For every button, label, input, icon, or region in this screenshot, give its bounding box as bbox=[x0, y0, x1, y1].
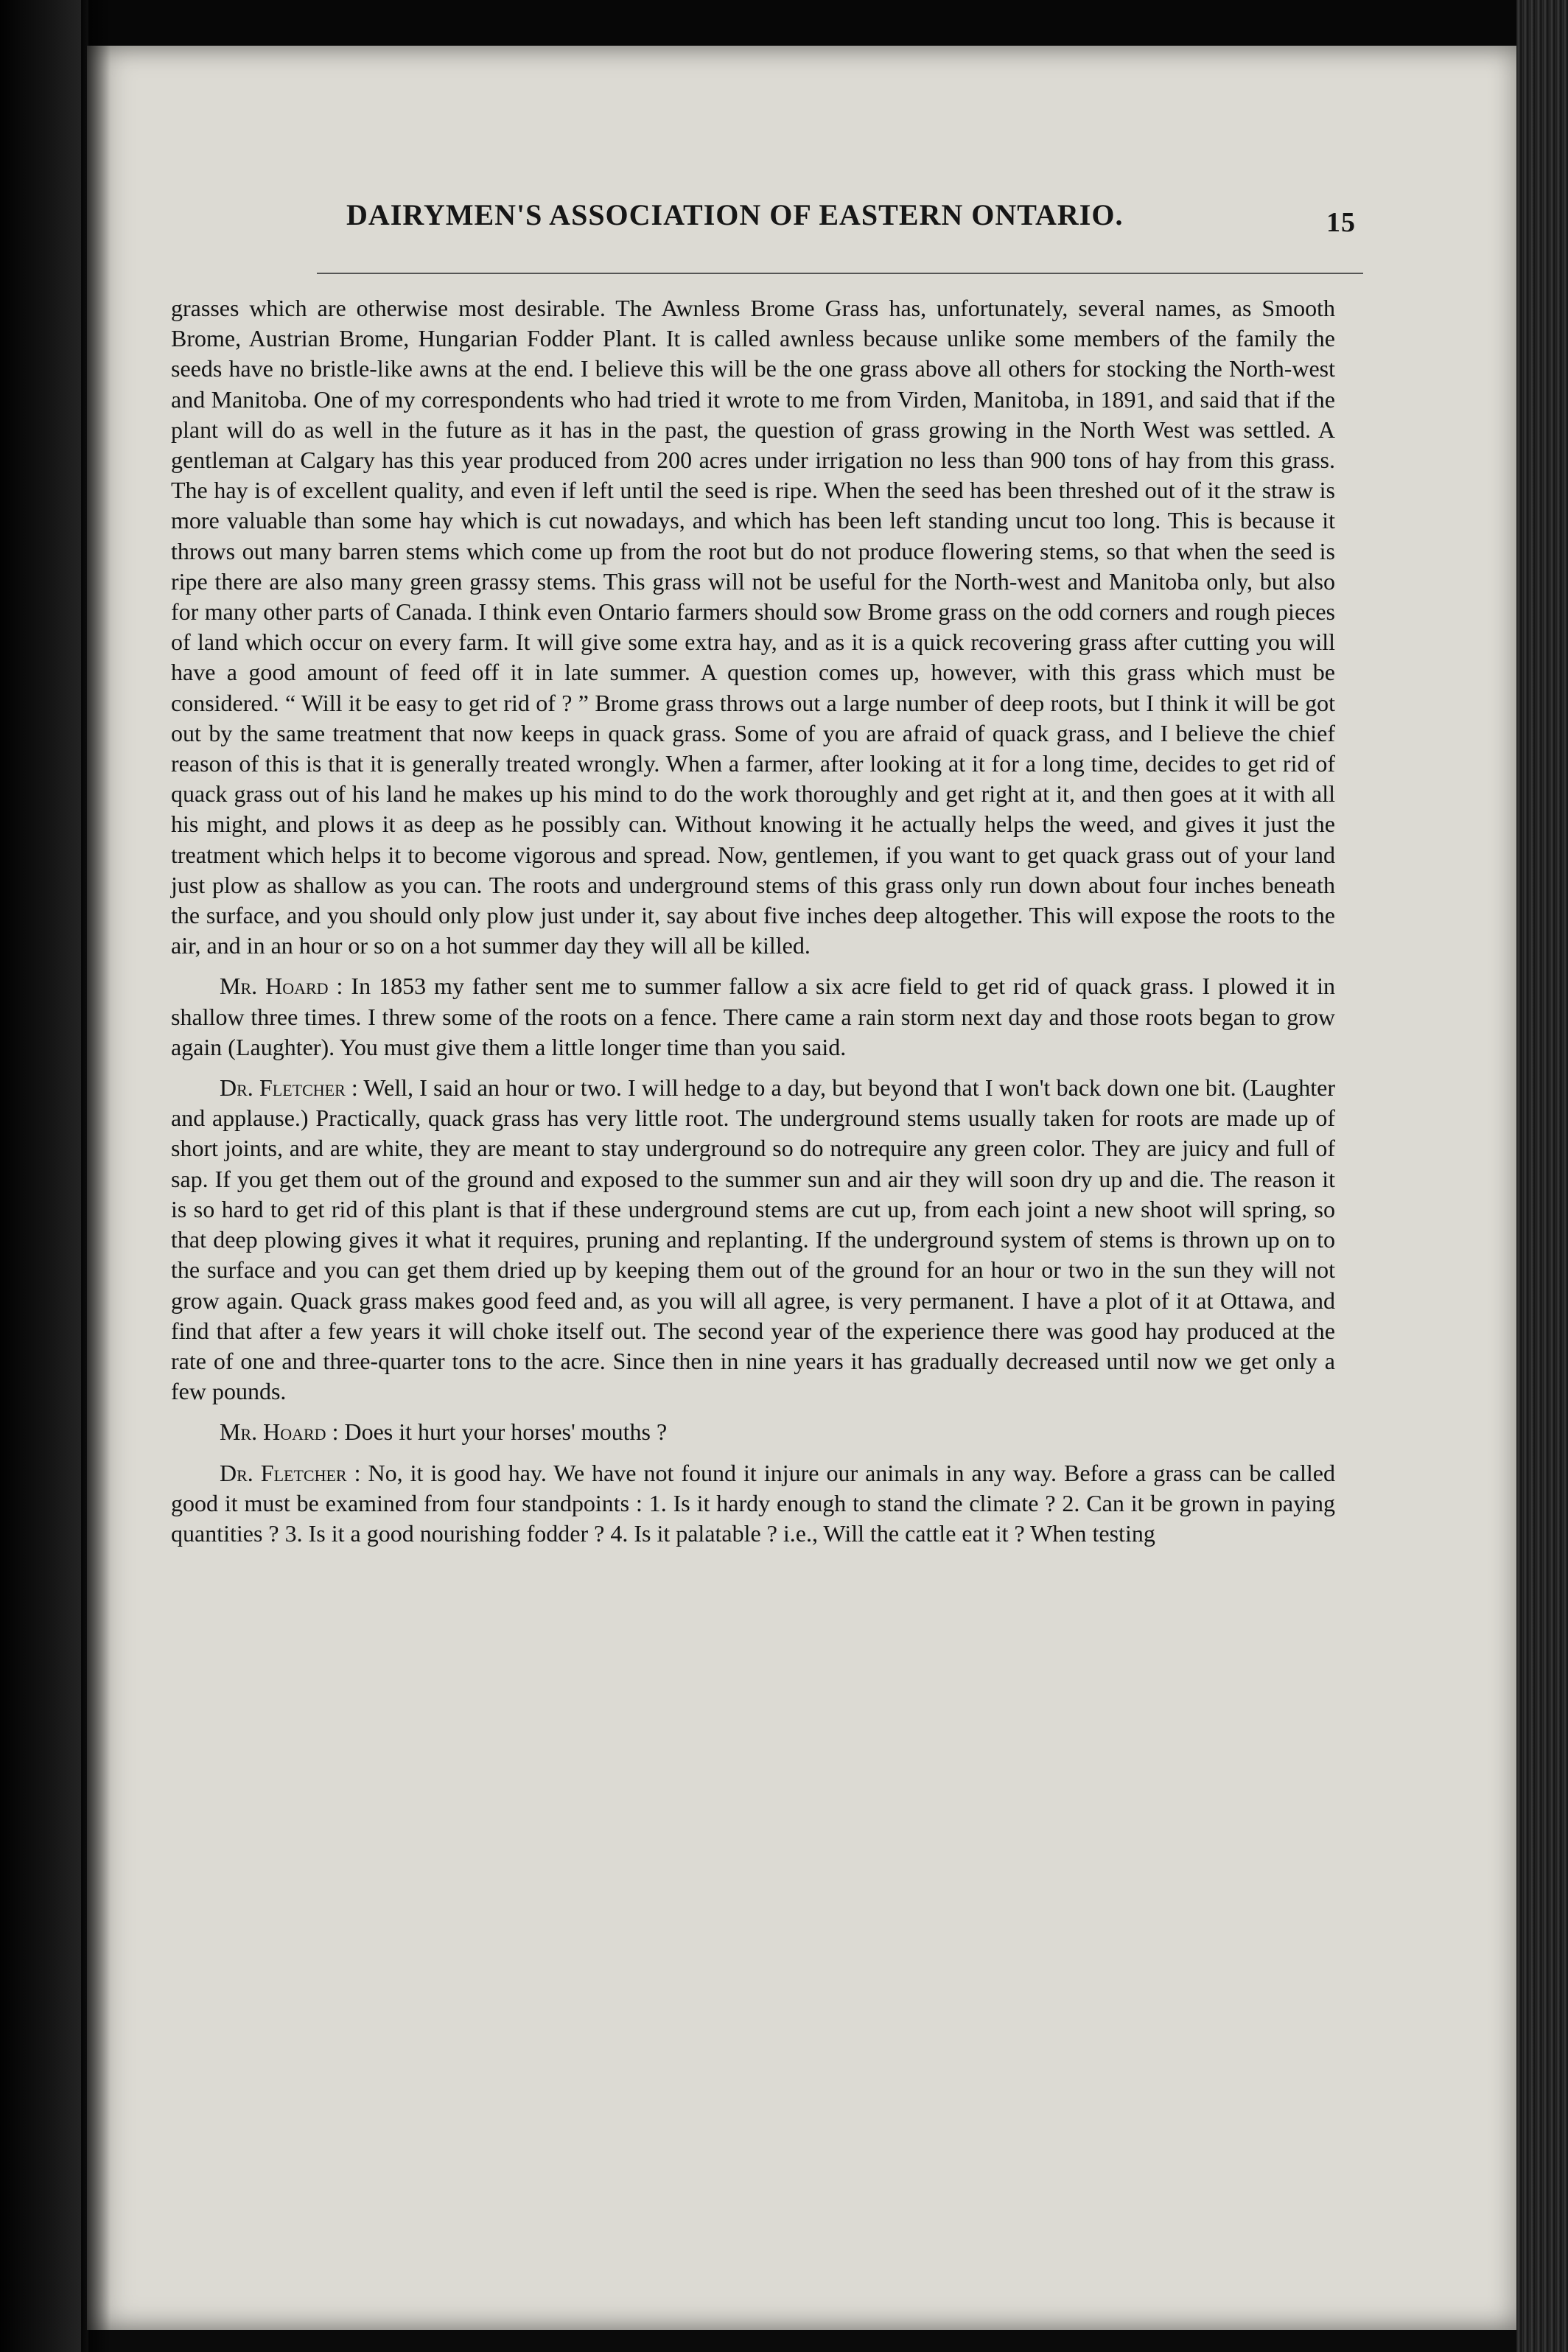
scan-left-border bbox=[0, 0, 88, 2352]
paragraph-text: No, it is good hay. We have not found it injure our animals in any way. Before a grass can be called good it must be examined from four standpoints : 1. Is it hardy enough to stand the climate ? 2. Can it be grown in paying quantities ? 3. Is it a good nourishing fodder ? 4. Is it palatable ? i.e., Will the cattle eat it ? When testing bbox=[171, 1459, 1336, 1547]
paragraph bbox=[171, 293, 1335, 961]
paragraph-text: Well, I said an hour or two. I will hedge to a day, but beyond that I won't back down one bit. (Laughter and applause.) Practically, quack grass has very little root. The underground stems usually taken for roots are made up of short joints, and are white, they are meant to stay underground so do notrequire any green color. They are juicy and full of sap. If you get them out of the ground and exposed to the summer sun and air they will soon dry up and die. The reason it is so hard to get rid of this plant is that if these underground stems are cut up, from each joint a new shoot will spring, so that deep plowing gives it what it requires, pruning and replanting. If the underground system of stems is thrown up on to the surface and you can get them dried up by keeping them out of the ground for an hour or two in the sun they will not grow again. Quack grass makes good feed and, as you will all agree, is very permanent. I have a plot of it at Ottawa, and find that after a few years it will choke itself out. The second year of the experience there was good hay produced at the rate of one and three-quarter tons to the acre. Since then in nine years it has gradually decreased until now we get only a few pounds. bbox=[171, 1074, 1335, 1405]
paragraph bbox=[171, 1073, 1335, 1407]
running-header-title: DAIRYMEN'S ASSOCIATION OF EASTERN ONTARIO. bbox=[346, 198, 1124, 231]
header-rule bbox=[317, 273, 1363, 274]
paragraph bbox=[171, 1417, 1335, 1447]
page-edge-stack bbox=[1516, 0, 1568, 2352]
body-text bbox=[171, 293, 1335, 1549]
scan-top-border bbox=[0, 0, 1568, 52]
spine-shadow bbox=[81, 0, 111, 2352]
paragraph bbox=[171, 1458, 1335, 1550]
paragraph bbox=[171, 971, 1335, 1063]
paragraph-text: In 1853 my father sent me to summer fallow a six acre field to get rid of quack grass. I plowed it in shallow three times. I threw some of the roots on a fence. There came a rain storm next day and those roots began to grow again (Laughter). You must give them a little longer time than you said. bbox=[171, 973, 1335, 1060]
speaker-label: Mr. Hoard : bbox=[220, 973, 343, 1000]
speaker-label: Dr. Fletcher : bbox=[220, 1074, 358, 1102]
paragraph-text: grasses which are otherwise most desirable. The Awnless Brome Grass has, unfortunately, several names, as Smooth Brome, Austrian Brome, Hungarian Fodder Plant. It is called awnless because unlike some members of the family the seeds have no bristle-like awns at the end. I believe this will be the one grass above all others for stocking the North-west and Manitoba. One of my correspondents who had tried it wrote to me from Virden, Manitoba, in 1891, and said that if the plant will do as well in the future as it has in the past, the question of grass growing in the North West was settled. A gentleman at Calgary has this year produced from 200 acres under irrigation no less than 900 tons of hay from this grass. The hay is of excellent quality, and even if left until the seed is ripe. When the seed has been threshed out of it the straw is more valuable than some hay which is cut nowadays, and which has been left standing uncut too long. This is because it throws out many barren stems which come up from the root but do not produce flowering stems, so that when the seed is ripe there are also many green grassy stems. This grass will not be useful for the North-west and Manitoba only, but also for many other parts of Canada. I think even Ontario farmers should sow Brome grass on the odd corners and rough pieces of land which occur on every farm. It will give some extra hay, and as it is a quick recovering grass after cutting you will have a good amount of feed off it in late summer. A question comes up, however, with this grass which must be considered. “ Will it be easy to get rid of ? ” Brome grass throws out a large number of deep roots, but I think it will be got out by the same treatment that now keeps in quack grass. Some of you are afraid of quack grass, and I believe the chief reason of this is that it is generally treated wrongly. When a farmer, after looking at it for a long time, decides to get rid of quack grass out of his land he makes up his mind to do the work thoroughly and get right at it, and then goes at it with all his might, and plows it as deep as he possibly can. Without knowing it he actually helps the weed, and gives it just the treatment which helps it to become vigorous and spread. Now, gentlemen, if you want to get quack grass out of your land just plow as shallow as you can. The roots and underground stems of this grass only run down about four inches beneath the surface, and you should only plow just under it, say about five inches deep altogether. This will expose the roots to the air, and in an hour or so on a hot summer day they will all be killed. bbox=[171, 295, 1335, 959]
speaker-label: Dr. Fletcher : bbox=[220, 1459, 361, 1486]
speaker-label: Mr. Hoard : bbox=[220, 1418, 339, 1446]
running-header bbox=[346, 197, 1452, 249]
paragraph-text: Does it hurt your horses' mouths ? bbox=[338, 1418, 668, 1446]
page-number: 15 bbox=[1326, 207, 1356, 238]
